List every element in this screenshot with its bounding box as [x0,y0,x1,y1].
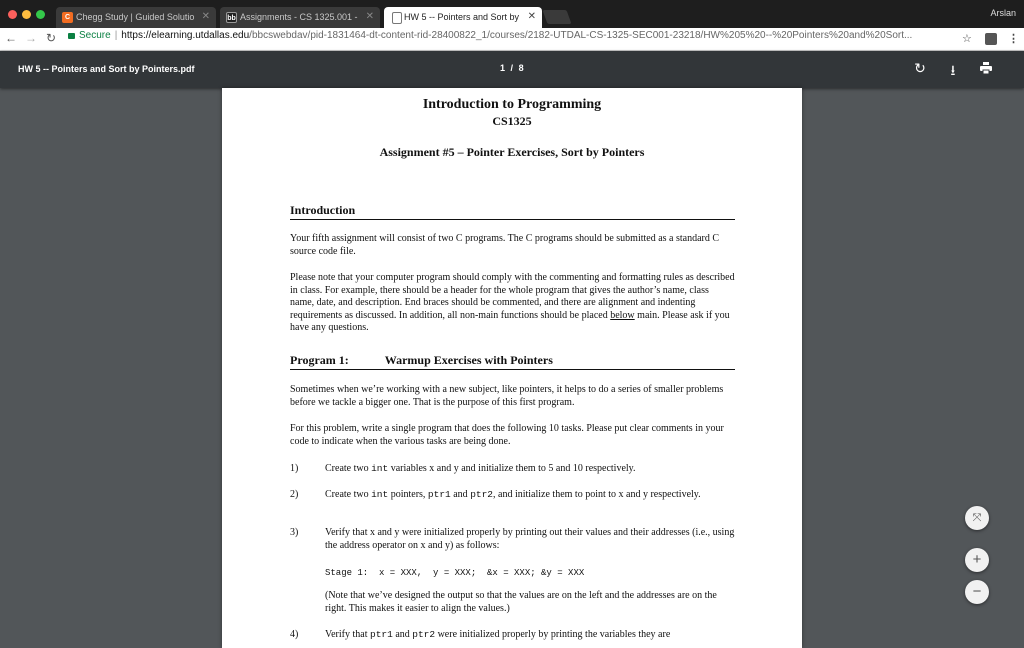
tab-label: HW 5 -- Pointers and Sort by [404,12,520,22]
tab-label: Chegg Study | Guided Solutio [76,12,195,22]
download-icon[interactable]: ⭳ [950,62,956,78]
close-window-icon[interactable] [8,10,17,19]
program-heading [290,353,735,370]
reload-icon[interactable]: ↻ [45,31,57,45]
zoom-out-button[interactable]: − [965,580,989,604]
pdf-title: HW 5 -- Pointers and Sort by Pointers.pdf [18,64,195,74]
page-indicator [500,63,524,73]
forward-arrow-icon[interactable]: → [25,31,37,45]
pdf-toolbar [0,51,1024,88]
list-item: Verify that x and y were initialized properly by printing out their values and their addresses (i.e., using the address operator on x and y) as follows: [325,527,735,551]
page-current[interactable]: 1 [500,63,506,73]
item-number: 4) [290,629,299,640]
profile-name[interactable]: Arslan [990,8,1016,18]
list-item: Verify that ptr1 and ptr2 were initialized properly by printing the variables they are [325,629,671,640]
url-host: https://elearning.utdallas.edu [121,30,250,41]
minimize-window-icon[interactable] [22,10,31,19]
secure-label: Secure [79,30,111,41]
url-path: /bbcswebdav/pid-1831464-dt-content-rid-28400822_1/courses/2182-UTDAL-CS-1325-SEC001-23218/HW%205%20--%20Pointers%20and%20Sort... [249,30,913,41]
browser-toolbar [0,28,1024,51]
item-number: 3) [290,527,299,538]
chegg-favicon-icon: C [62,12,73,23]
pdf-page [222,88,802,648]
stage-output-line: Stage 1: x = XXX, y = XXX; &x = XXX; &y = XXX [325,568,585,578]
bookmark-star-icon[interactable]: ☆ [962,33,972,45]
close-tab-icon[interactable]: ✕ [365,11,374,22]
intro-paragraph-2: Please note that your computer program should comply with the commenting and formatting rules as described in class. For example, there should be a header for the whole program that gives the author’s name, class name, date, and description. End braces should be commented, and there are alignment and indenting requirements as discussed. In addition, all non-main functions should be placed below main. Please ask if you have any questions. [290,272,735,333]
tab-strip [0,0,1024,28]
item-number: 1) [290,463,299,474]
tab-label: Assignments - CS 1325.001 - [240,12,358,22]
intro-heading: Introduction [290,203,735,220]
program-paragraph-1: Sometimes when we’re working with a new subject, like pointers, it helps to do a series of smaller problems before we tackle a bigger one. That is the purpose of this first program. [290,384,724,408]
extension-icon[interactable] [985,33,997,45]
tab-hw5-pdf[interactable] [384,7,542,28]
new-tab-button[interactable] [542,10,571,24]
page-total: 8 [518,63,524,73]
note-paragraph: (Note that we’ve designed the output so that the values are on the left and the addresses are on the right. This makes it easier to align the values.) [325,590,717,614]
doc-assignment: Assignment #5 – Pointer Exercises, Sort by Pointers [379,145,645,159]
doc-title: Introduction to Programming [422,97,602,112]
rotate-icon[interactable]: ↻ [914,60,926,76]
maximize-window-icon[interactable] [36,10,45,19]
list-item: Create two int variables x and y and initialize them to 5 and 10 respectively. [325,463,636,474]
item-number: 2) [290,489,299,500]
menu-kebab-icon[interactable]: ⋮ [1008,33,1019,45]
program-label: Program 1: [290,353,349,367]
intro-paragraph-1: Your fifth assignment will consist of two C programs. The C programs should be submitted as a standard C source code file. [290,233,720,257]
fit-to-page-icon[interactable]: ⤧ [965,506,989,530]
lock-icon [68,33,75,39]
address-bar[interactable]: Secure | https://elearning.utdallas.edu/bbcswebdav/pid-1831464-dt-content-rid-28400822_1/courses/2182-UTDAL-CS-1325-SEC001-23218/HW%205%20--%20Pointers%20and%20Sort... [64,30,982,48]
back-arrow-icon[interactable]: ← [5,31,17,45]
close-tab-icon[interactable]: ✕ [201,11,210,22]
tab-assignments[interactable] [220,7,380,28]
zoom-in-button[interactable]: + [965,548,989,572]
close-tab-icon[interactable]: ✕ [527,11,536,22]
blackboard-favicon-icon: bb [226,12,237,23]
page-separator: / [510,63,514,73]
tab-chegg[interactable] [56,7,216,28]
print-icon[interactable] [978,60,994,77]
program-paragraph-2: For this problem, write a single program that does the following 10 tasks. Please put clear comments in your code to indicate when the various tasks are being done. [290,423,724,447]
program-title: Warmup Exercises with Pointers [384,353,553,367]
doc-course: CS1325 [492,114,532,128]
document-favicon-icon [392,12,402,24]
list-item: Create two int pointers, ptr1 and ptr2, and initialize them to point to x and y respectively. [325,489,701,500]
